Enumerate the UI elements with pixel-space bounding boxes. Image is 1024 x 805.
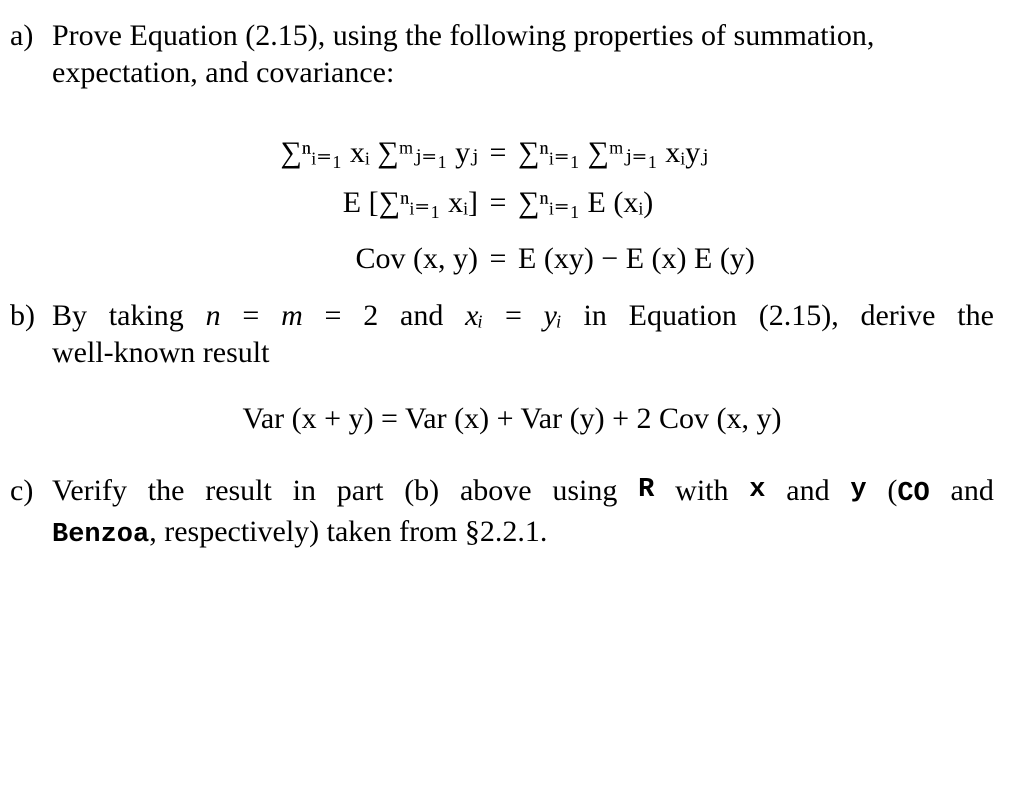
part-c-word: in [292,474,316,507]
part-b-label: b) [10,299,35,332]
part-b-line-2: well-known result [52,336,270,369]
part-c-word: with [675,474,729,507]
code-y: y [850,475,867,505]
part-b-word: and [400,299,444,332]
part-b-word: = [504,299,522,332]
part-c-label: c) [10,474,34,507]
part-a-text [52,17,994,91]
part-b-word: = [242,299,260,332]
part-c-word: and [786,474,830,507]
part-b-word: By [52,299,88,332]
part-c-word: the [147,474,185,507]
part-b-word: 2 [363,299,379,332]
part-b-word: Equation [628,299,737,332]
code-x: x [749,475,766,505]
part-c-word: (b) [404,474,440,507]
part-c-word: result [205,474,272,507]
part-b-word: m [281,299,303,332]
part-c-word: Verify [52,474,127,507]
equation-3-rhs: E (xy) − E (x) E (y) [518,242,755,275]
exercise-part-c [10,472,994,554]
equation-2-rel: = [489,186,507,219]
equation-1-lhs: ∑ⁿᵢ₌₁ xᵢ ∑ᵐⱼ₌₁ yⱼ [280,136,478,169]
part-c-line-2-rest: , respectively) taken from §2.2.1. [149,515,548,548]
part-c-word: using [552,474,618,507]
part-c-word: part [336,474,384,507]
part-c-line-2 [52,513,994,554]
part-b-word: = [324,299,342,332]
equation-row-2 [252,185,653,220]
code-r: R [638,475,655,505]
part-b-word: yᵢ [543,299,562,332]
part-c-word: and [950,474,994,507]
part-a-line-2: expectation, and covariance: [52,56,395,89]
equation-row-1 [252,135,708,170]
equation-1-rel: = [489,136,507,169]
part-b-word: n [205,299,221,332]
part-b-word: in [583,299,607,332]
part-b-word: xᵢ [465,299,484,332]
variance-equation: Var (x + y) = Var (x) + Var (y) + 2 Cov (x, y) [242,402,782,435]
paren-open: ( [887,474,898,507]
part-c-line-1 [52,472,994,513]
equation-2-lhs: E [∑ⁿᵢ₌₁ xᵢ] [342,186,478,219]
part-b-word: the [957,299,994,332]
equation-row-3 [252,242,755,276]
part-b-text [52,297,994,371]
equation-3-lhs: Cov (x, y) [355,242,478,275]
exercise-part-b [10,297,994,371]
part-b-word: (2.15), [758,299,839,332]
part-c-group [887,472,929,513]
exercise-part-a [10,17,994,91]
part-c-word: above [459,474,532,507]
part-b-word: derive [860,299,936,332]
code-co: CO [897,479,930,509]
part-b-word: taking [108,299,184,332]
code-benzoa: Benzoa [52,520,150,550]
equation-3-rel: = [489,242,507,275]
part-b-line-1 [52,297,994,334]
part-c-text [52,472,994,554]
equation-1-rhs: ∑ⁿᵢ₌₁ ∑ᵐⱼ₌₁ xᵢyⱼ [518,136,709,169]
equation-2-rhs: ∑ⁿᵢ₌₁ E (xᵢ) [518,186,654,219]
part-a-line-1: Prove Equation (2.15), using the following properties of summation, [52,19,875,52]
part-a-label: a) [10,19,34,52]
